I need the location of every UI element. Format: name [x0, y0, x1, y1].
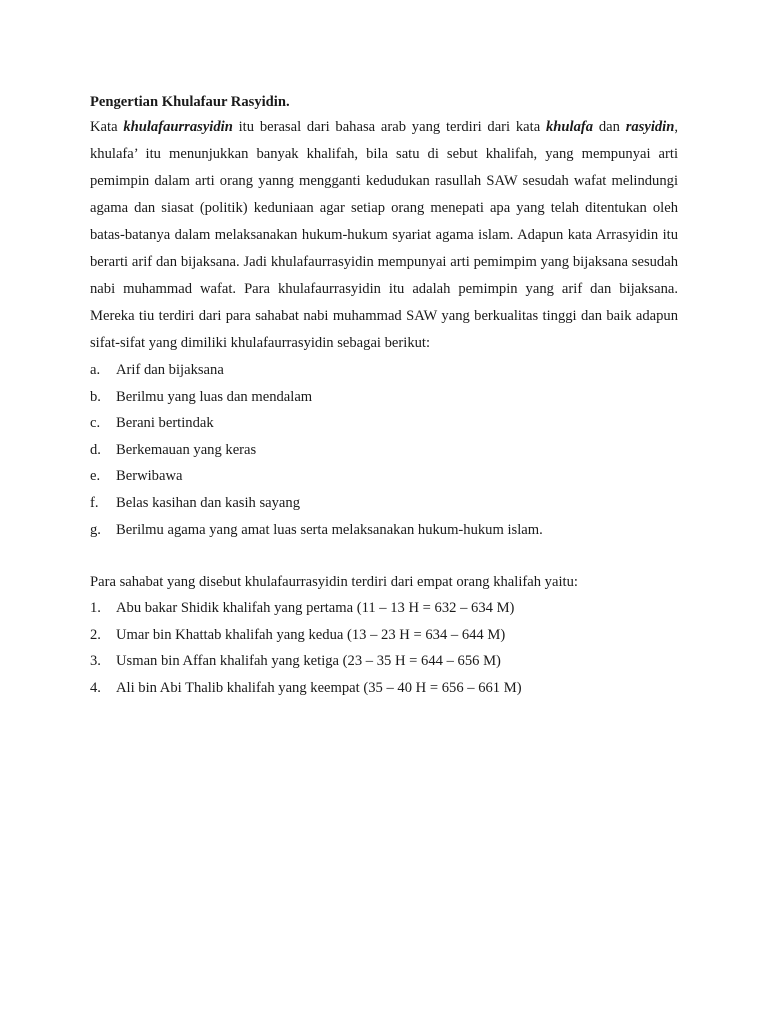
list-item	[90, 595, 678, 622]
document-page	[90, 90, 678, 702]
definition-paragraph	[90, 114, 678, 357]
term-khulafaurrasyidin: khulafaurrasyidin	[123, 119, 233, 135]
list-item-text: Usman bin Affan khalifah yang ketiga (23 – 35 H = 644 – 656 M)	[116, 653, 501, 670]
list-marker: f.	[90, 494, 99, 511]
list-item-text: Berilmu yang luas dan mendalam	[116, 388, 313, 405]
list-item	[90, 622, 678, 649]
list-item	[90, 357, 678, 384]
traits-list	[90, 357, 678, 543]
caliphs-list	[90, 595, 678, 701]
list-item-text: Ali bin Abi Thalib khalifah yang keempat (35 – 40 H = 656 – 661 M)	[116, 679, 522, 696]
list-item	[90, 490, 678, 517]
list-marker: 4.	[90, 679, 101, 696]
list-item-text: Umar bin Khattab khalifah yang kedua (13 – 23 H = 634 – 644 M)	[116, 626, 506, 643]
list-marker: 3.	[90, 653, 101, 670]
list-item	[90, 517, 678, 544]
list-item-text: Berkemauan yang keras	[116, 441, 257, 458]
spacer	[90, 543, 678, 569]
term-rasyidin: rasyidin	[625, 119, 675, 135]
term-khulafa: khulafa	[545, 119, 594, 135]
list-marker: c.	[90, 415, 101, 432]
list-item	[90, 675, 678, 702]
list-marker: 2.	[90, 626, 101, 643]
list-marker: 1.	[90, 600, 101, 617]
list-marker: b.	[90, 388, 101, 405]
caliphs-intro: Para sahabat yang disebut khulafaurrasyidin terdiri dari empat orang khalifah yaitu:	[90, 574, 578, 591]
paragraph-text: itu berasal dari bahasa arab yang terdiri dari kata	[232, 119, 546, 135]
list-item	[90, 648, 678, 675]
list-marker: e.	[90, 468, 101, 485]
list-item	[90, 384, 678, 411]
list-item-text: Belas kasihan dan kasih sayang	[116, 494, 300, 511]
list-item	[90, 437, 678, 464]
list-marker: a.	[90, 362, 101, 378]
list-item-text: Abu bakar Shidik khalifah yang pertama (11 – 13 H = 632 – 634 M)	[116, 600, 515, 617]
paragraph-text: dan	[593, 119, 626, 135]
list-item-text: Berani bertindak	[116, 415, 214, 432]
page-title: Pengertian Khulafaur Rasyidin.	[90, 94, 290, 110]
list-item-text: Berilmu agama yang amat luas serta melaksanakan hukum-hukum islam.	[116, 521, 543, 538]
list-item-text: Berwibawa	[116, 468, 183, 485]
paragraph-text: , khulafa’ itu menunjukkan banyak khalifah, bila satu di sebut khalifah, yang mempunyai arti pemimpin dalam arti orang yanng mengganti kedudukan rasullah SAW sesudah wafat melindungi agama dan siasat (politik) keduniaan agar setiap orang menepati apa yang telah ditentukan oleh batas-batanya dalam melaksanakan hukum-hukum syariat agama islam. Adapun kata Arrasyidin itu berarti arif dan bijaksana. Jadi khulafaurrasyidin mempunyai arti pemimpim yang bijaksana sesudah nabi muhammad wafat. Para khulafaurrasyidin itu adalah pemimpin yang arif dan bijaksana. Mereka tiu terdiri dari para sahabat nabi muhammad SAW yang berkualitas tinggi dan baik adapun sifat-sifat yang dimiliki khulafaurrasyidin sebagai berikut:	[90, 119, 678, 351]
list-marker: d.	[90, 441, 101, 458]
list-item-text: Arif dan bijaksana	[116, 362, 224, 378]
paragraph-text: Kata	[90, 119, 124, 135]
list-item	[90, 463, 678, 490]
list-marker: g.	[90, 521, 101, 538]
list-item	[90, 410, 678, 437]
